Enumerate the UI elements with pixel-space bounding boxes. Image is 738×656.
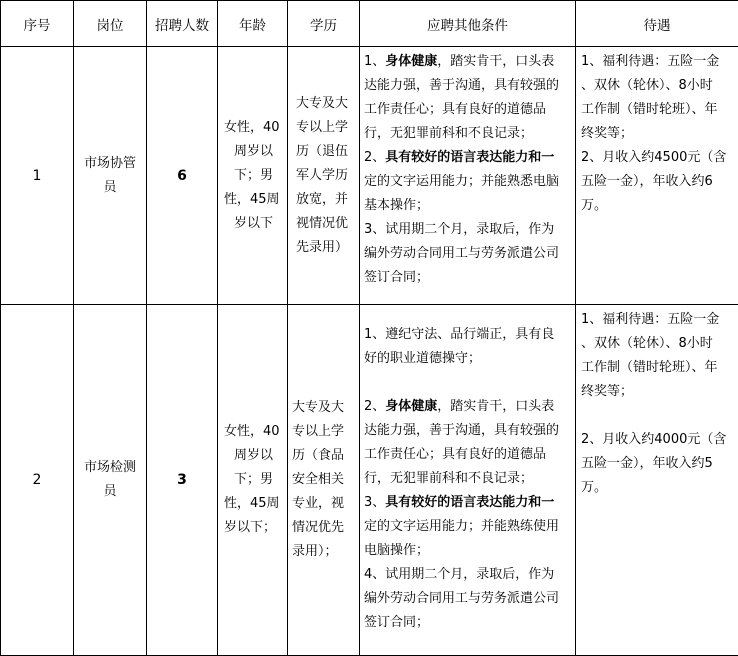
condition-line: 好的职业道德操守； — [364, 347, 572, 371]
count-cell: 3 — [147, 305, 218, 656]
header-post: 岗位 — [74, 1, 147, 47]
benefit-line: 终奖等； — [581, 122, 735, 146]
condition-line: 签订合同； — [364, 611, 572, 635]
age-line: 周岁以 — [224, 140, 283, 164]
condition-line: 定的文字运用能力；并能熟悉电脑 — [364, 170, 572, 194]
condition-line: 1、遵纪守法、品行端正，具有良 — [364, 323, 572, 347]
header-benefits: 待遇 — [576, 1, 738, 47]
header-edu: 学历 — [288, 1, 360, 47]
age-line: 岁以下； — [224, 516, 283, 540]
condition-line: 定的文字运用能力；并能熟练使用 — [364, 515, 572, 539]
condition-line: 达能力强，善于沟通，具有较强的 — [364, 419, 572, 443]
condition-line: 4、试用期二个月，录取后，作为 — [364, 563, 572, 587]
age-line: 女性，40 — [224, 116, 283, 140]
edu-line: 历（退伍 — [296, 140, 355, 164]
post-line: 市场检测 — [74, 456, 146, 480]
edu-line: 专以上学 — [292, 420, 355, 444]
benefit-line: 1、福利待遇：五险一金 — [581, 308, 735, 332]
benefit-line: 2、月收入约4000元（含 — [581, 428, 735, 452]
condition-line: 基本操作； — [364, 194, 572, 218]
benefit-line: 2、月收入约4500元（含 — [581, 146, 735, 170]
benefit-spacer — [581, 404, 735, 428]
edu-line: 情况优先 — [292, 516, 355, 540]
post-line: 市场协管 — [74, 152, 146, 176]
condition-line: 编外劳动合同用工与劳务派遣公司 — [364, 242, 572, 266]
age-line: 下；男 — [224, 468, 283, 492]
condition-line: 2、身体健康，踏实肯干，口头表 — [364, 395, 572, 419]
post-cell — [74, 305, 147, 656]
post-line: 员 — [74, 480, 146, 504]
benefit-line: 终奖等； — [581, 380, 735, 404]
edu-line: 视情况优 — [296, 212, 355, 236]
age-line: 女性，40 — [224, 420, 283, 444]
condition-line: 签订合同； — [364, 266, 572, 290]
condition-line: 1、身体健康，踏实肯干，口头表 — [364, 50, 572, 74]
post-cell — [74, 47, 147, 305]
benefit-line: 工作制（错时轮班）、年 — [581, 356, 735, 380]
benefit-line: 、双休（轮休）、8小时 — [581, 74, 735, 98]
age-line: 周岁以 — [224, 444, 283, 468]
benefit-line: 万。 — [581, 194, 735, 218]
edu-line: 大专及大 — [292, 396, 355, 420]
condition-spacer — [364, 371, 572, 395]
condition-line: 行，无犯罪前科和不良记录； — [364, 122, 572, 146]
age-line: 下；男 — [224, 164, 283, 188]
edu-line: 历（食品 — [292, 444, 355, 468]
condition-line: 2、具有较好的语言表达能力和一 — [364, 146, 572, 170]
benefit-line: 万。 — [581, 476, 735, 500]
benefit-line: 工作制（错时轮班）、年 — [581, 98, 735, 122]
age-line: 性，45周 — [224, 188, 283, 212]
header-row — [1, 1, 738, 47]
benefit-line: 、双休（轮休）、8小时 — [581, 332, 735, 356]
age-line: 岁以下 — [224, 212, 283, 236]
age-line: 性，45周 — [224, 492, 283, 516]
benefits-cell — [576, 305, 738, 656]
age-cell — [218, 47, 288, 305]
conditions-cell — [360, 305, 576, 656]
header-count: 招聘人数 — [147, 1, 218, 47]
edu-line: 安全相关 — [292, 468, 355, 492]
edu-line: 大专及大 — [296, 92, 355, 116]
age-cell — [218, 305, 288, 656]
condition-line: 工作责任心；具有良好的道德品 — [364, 443, 572, 467]
edu-line: 专业，视 — [292, 492, 355, 516]
seq-cell: 1 — [1, 47, 74, 305]
benefit-line: 1、福利待遇：五险一金 — [581, 50, 735, 74]
count-cell: 6 — [147, 47, 218, 305]
table-row — [1, 47, 738, 305]
benefit-line: 五险一金），年收入约6 — [581, 170, 735, 194]
condition-line: 电脑操作； — [364, 539, 572, 563]
condition-line: 编外劳动合同用工与劳务派遣公司 — [364, 587, 572, 611]
edu-line: 放宽，并 — [296, 188, 355, 212]
condition-line: 行，无犯罪前科和不良记录； — [364, 467, 572, 491]
edu-line: 军人学历 — [296, 164, 355, 188]
edu-line: 专以上学 — [296, 116, 355, 140]
condition-line: 3、具有较好的语言表达能力和一 — [364, 491, 572, 515]
seq-cell: 2 — [1, 305, 74, 656]
benefits-cell — [576, 47, 738, 305]
header-age: 年龄 — [218, 1, 288, 47]
header-conditions: 应聘其他条件 — [360, 1, 576, 47]
condition-line: 达能力强，善于沟通，具有较强的 — [364, 74, 572, 98]
edu-cell — [288, 305, 360, 656]
condition-line: 3、试用期二个月，录取后，作为 — [364, 218, 572, 242]
edu-line: 录用）； — [292, 540, 355, 564]
header-seq: 序号 — [1, 1, 74, 47]
edu-cell — [288, 47, 360, 305]
edu-line: 先录用） — [296, 236, 355, 260]
table-row — [1, 305, 738, 656]
post-line: 员 — [74, 176, 146, 200]
benefit-line: 五险一金），年收入约5 — [581, 452, 735, 476]
conditions-cell — [360, 47, 576, 305]
condition-line: 工作责任心；具有良好的道德品 — [364, 98, 572, 122]
